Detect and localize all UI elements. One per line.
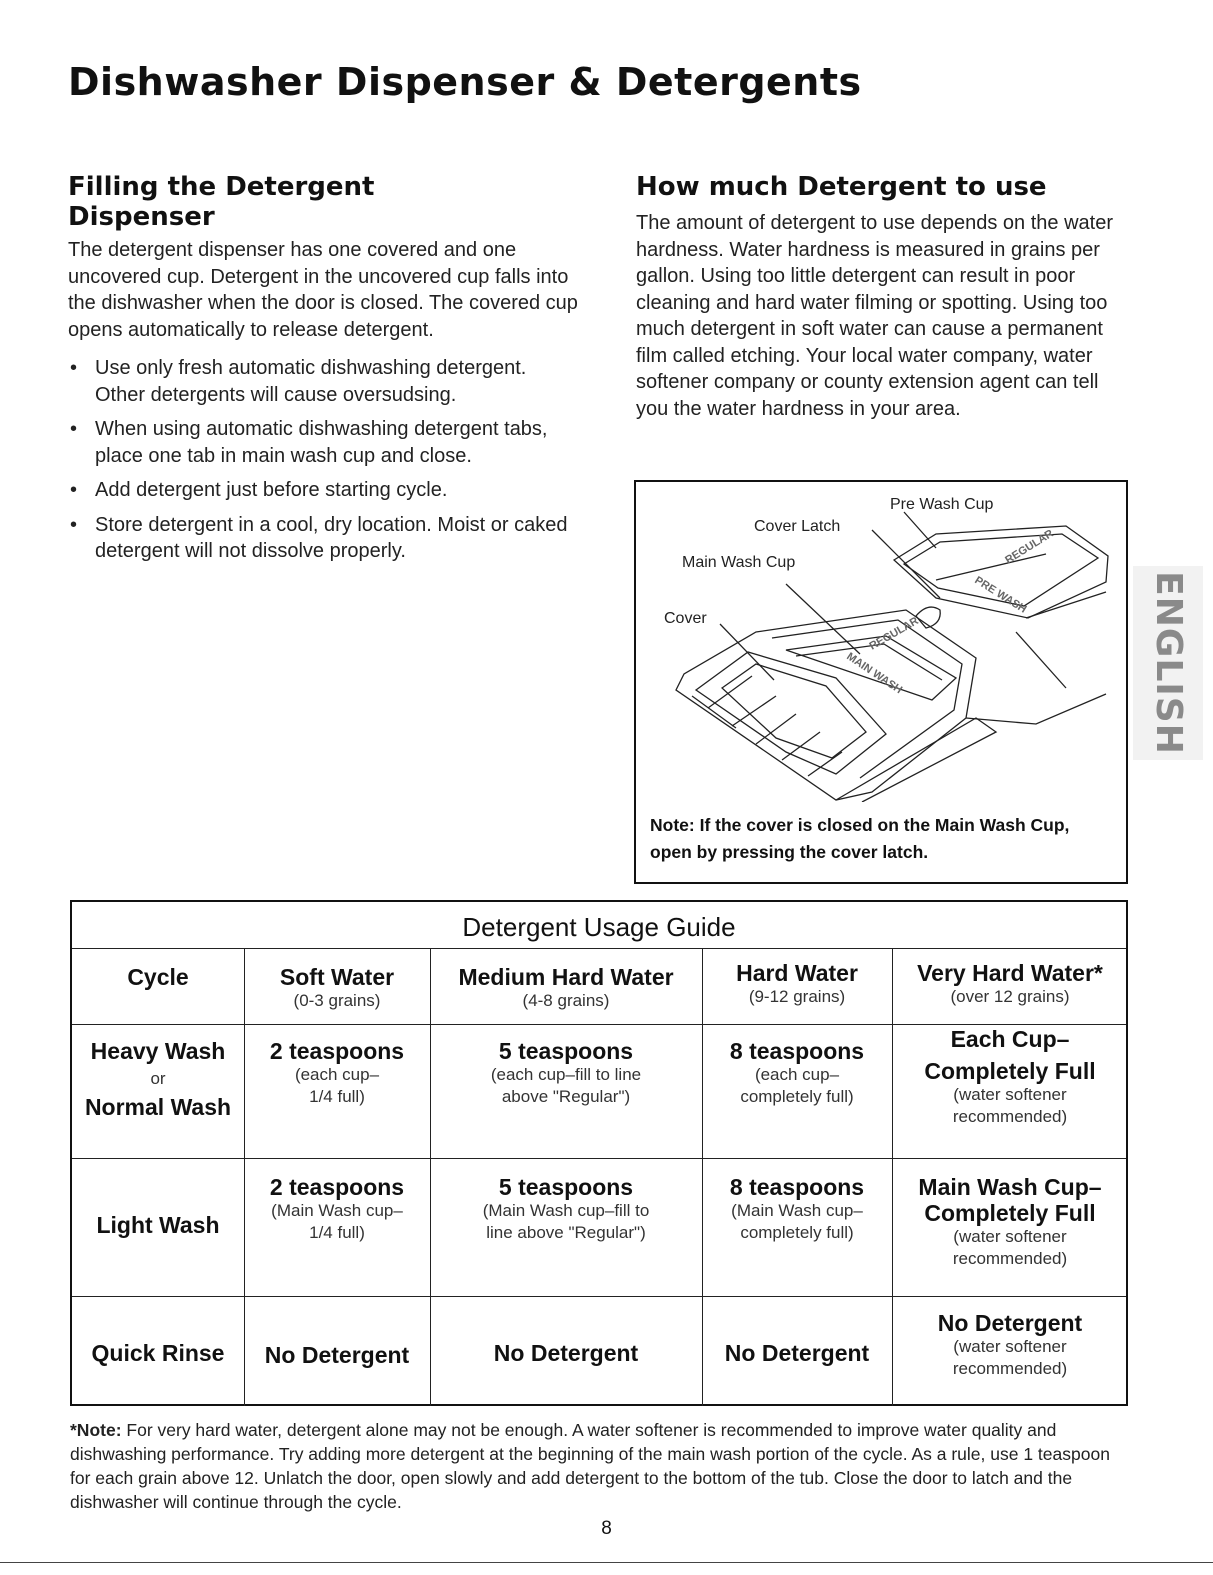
filling-intro: The detergent dispenser has one covered and one uncovered cup. Detergent in the uncovered cup falls into the dishwasher when the door is closed. The covered cup opens automatically to release detergent. [68, 239, 578, 341]
row2-cycle: Light Wash [96, 1212, 220, 1238]
table-title: Detergent Usage Guide [72, 902, 1126, 949]
detergent-usage-table [70, 900, 1128, 1406]
bullet-item: • When using automatic dishwashing detergent tabs, place one tab in main wash cup and close. [68, 416, 578, 469]
page-title: Dishwasher Dispenser & Detergents [68, 60, 862, 104]
row2-very-hard: Main Wash Cup– Completely Full (water softener recommended) [918, 1174, 1102, 1268]
figure-note: Note: If the cover is closed on the Main Wash Cup, open by pressing the cover latch. [650, 815, 1070, 862]
row3-hard: No Detergent [724, 1340, 870, 1366]
row2-soft: 2 teaspoons (Main Wash cup– 1/4 full) [269, 1174, 405, 1242]
language-tab-english [1131, 566, 1203, 760]
footnote [70, 1418, 1130, 1514]
row3-soft: No Detergent [264, 1342, 410, 1368]
row3-cycle: Quick Rinse [91, 1340, 225, 1366]
english-tab-graphic [1131, 566, 1203, 760]
label-cover: Cover [664, 610, 707, 627]
main-cup-regular-text: REGULAR [867, 615, 921, 653]
footnote-label: *Note: [70, 1420, 122, 1440]
filling-bullets [68, 355, 578, 565]
row2-medium: 5 teaspoons (Main Wash cup–fill to line above "Regular") [482, 1174, 650, 1242]
footnote-text: For very hard water, detergent alone may not be enough. A water softener is recommended to improve water quality and dishwashing performance. Try adding more detergent at the beginning of the main wash portion of the cycle. As a rule, use 1 teaspoon for each grain above 12. Unlatch the door, open slowly and add detergent to the bottom of the tub. Close the door to latch and the dishwasher will continue through the cycle. [70, 1420, 1110, 1512]
row1-cycle: Heavy Wash or Normal Wash [84, 1038, 232, 1120]
row1-soft: 2 teaspoons (each cup– 1/4 full) [269, 1038, 405, 1106]
label-cover-latch: Cover Latch [754, 518, 841, 535]
row1-hard: 8 teaspoons (each cup– completely full) [729, 1038, 865, 1106]
row1-very-hard: Each Cup– Completely Full (water softener recommended) [924, 1026, 1096, 1126]
header-very-hard-water: Very Hard Water* (over 12 grains) [917, 960, 1103, 1006]
header-medium-hard-water: Medium Hard Water (4-8 grains) [458, 964, 674, 1010]
header-cycle: Cycle [127, 964, 189, 990]
dispenser-figure [634, 480, 1128, 884]
bullet-item: • Use only fresh automatic dishwashing detergent. Other detergents will cause oversudsing. [68, 355, 578, 408]
label-main-wash-cup: Main Wash Cup [682, 554, 796, 571]
filling-heading-line1: Filling the Detergent [68, 172, 375, 202]
bottom-divider [0, 1562, 1213, 1563]
pre-cup-prewash-text: PRE WASH [972, 574, 1029, 616]
how-much-heading: How much Detergent to use [636, 172, 1047, 202]
how-much-body: The amount of detergent to use depends on the water hardness. Water hardness is measured in grains per gallon. Using too little detergent can result in poor cleaning and hard water filming or spotting. Using too much detergent in soft water can cause a permanent film called etching. Your local water company, water softener company or county extension agent can tell you the water hardness in your area. [636, 212, 1113, 420]
left-column [68, 172, 578, 573]
header-hard-water: Hard Water (9-12 grains) [736, 960, 858, 1006]
label-pre-wash-cup: Pre Wash Cup [890, 496, 994, 513]
filling-heading-line2: Dispenser [68, 202, 215, 232]
right-column [636, 172, 1126, 422]
row2-hard: 8 teaspoons (Main Wash cup– completely full) [729, 1174, 865, 1242]
row3-medium: No Detergent [493, 1340, 639, 1366]
dispenser-illustration [636, 482, 1126, 802]
header-soft-water: Soft Water (0-3 grains) [279, 964, 395, 1010]
page-number: 8 [601, 1518, 612, 1539]
bullet-item: • Add detergent just before starting cycle. [68, 477, 578, 504]
english-tab-text: ENGLISH [1148, 571, 1189, 755]
bullet-item: • Store detergent in a cool, dry location. Moist or caked detergent will not dissolve properly. [68, 512, 578, 565]
row3-very-hard: No Detergent (water softener recommended) [937, 1310, 1083, 1378]
main-cup-mainwash-text: MAIN WASH [844, 650, 905, 697]
pre-cup-regular-text: REGULAR [1003, 527, 1056, 567]
row1-medium: 5 teaspoons (each cup–fill to line above "Regular") [490, 1038, 642, 1106]
